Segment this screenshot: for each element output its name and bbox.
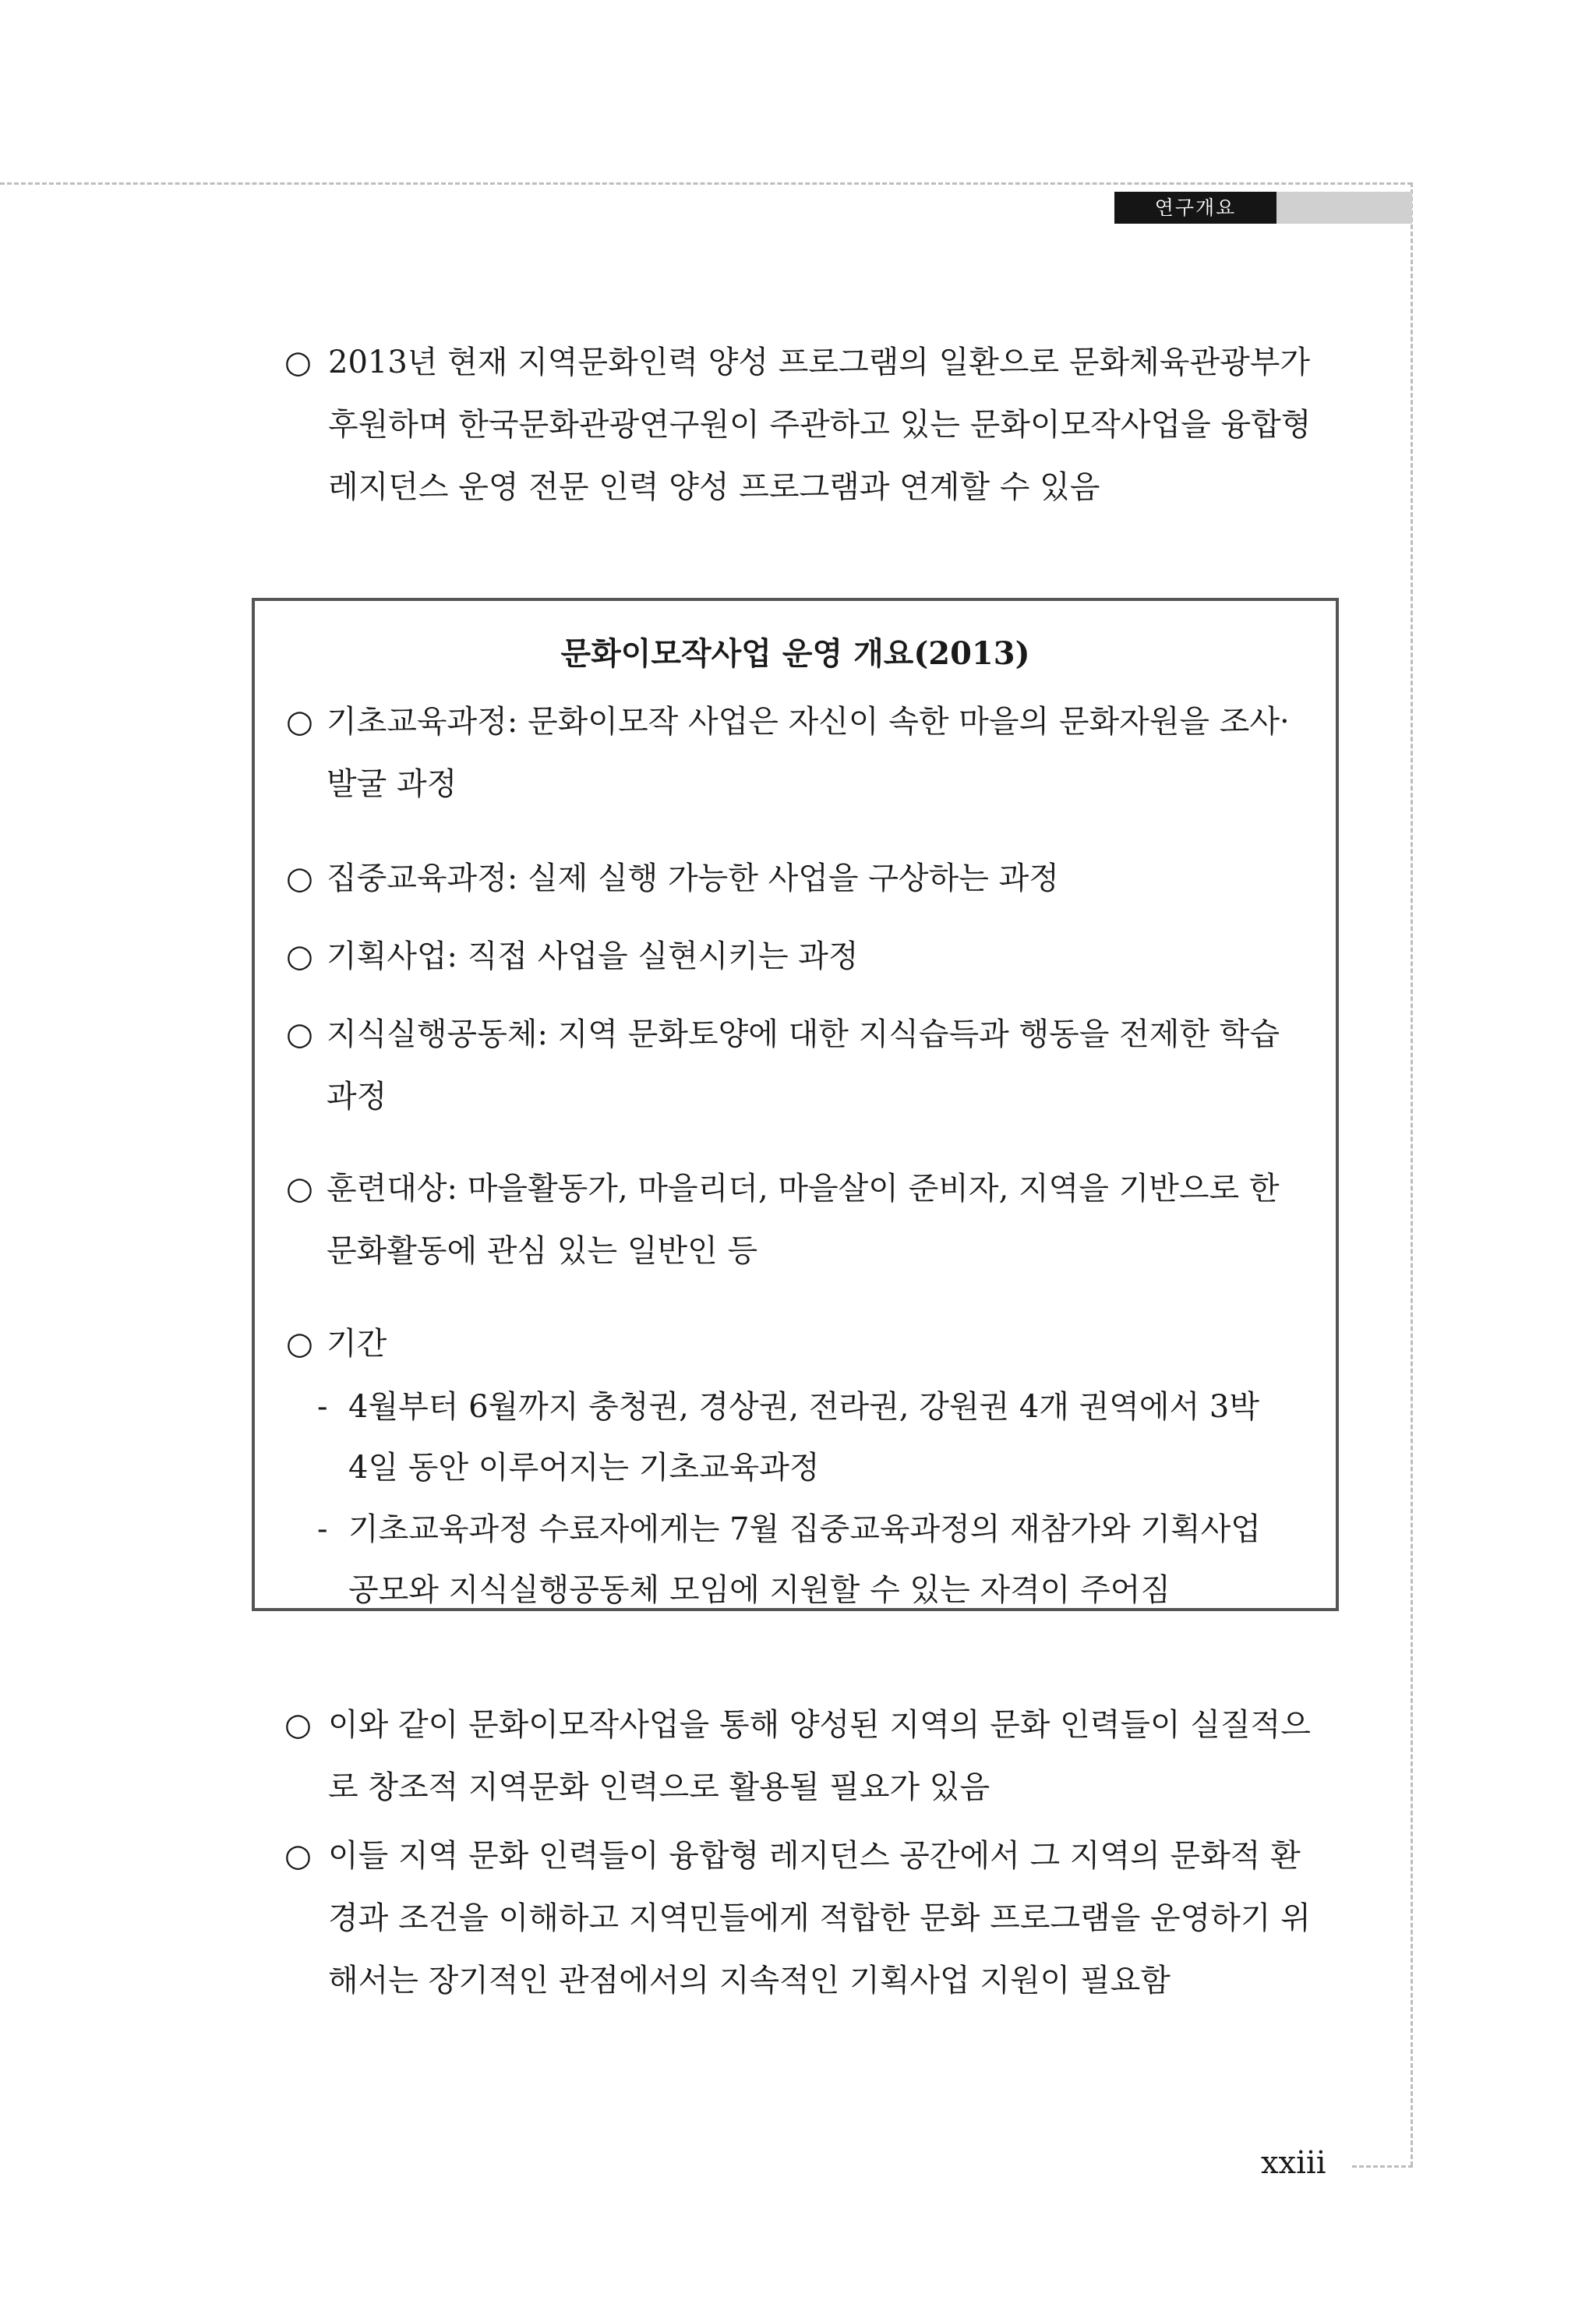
paragraph-line: 레지던스 운영 전문 인력 양성 프로그램과 연계할 수 있음 bbox=[328, 469, 1100, 505]
box-item-line bbox=[286, 1003, 1280, 1066]
box-item-line: 문화활동에 관심 있는 일반인 등 bbox=[327, 1233, 758, 1269]
box-item-knowledge-community bbox=[286, 1003, 1280, 1128]
box-item-intensive-course bbox=[286, 847, 1059, 910]
right-dashed-rule bbox=[1411, 182, 1413, 2166]
dash-bullet-icon: - bbox=[317, 1389, 328, 1425]
box-item-period bbox=[286, 1313, 387, 1375]
box-item-text: 기초교육과정: 문화이모작 사업은 자신이 속한 마을의 문화자원을 조사· bbox=[327, 704, 1290, 740]
sub-item-line bbox=[317, 1377, 1259, 1437]
box-item-text: 지식실행공동체: 지역 문화토양에 대한 지식습득과 행동을 전제한 학습 bbox=[327, 1016, 1280, 1052]
sub-item-line bbox=[317, 1499, 1261, 1560]
paragraph-line: 로 창조적 지역문화 인력으로 활용될 필요가 있음 bbox=[328, 1769, 990, 1805]
section-tab-accent bbox=[1276, 192, 1412, 224]
circle-bullet-icon: ○ bbox=[286, 1171, 313, 1207]
box-item-line: 발굴 과정 bbox=[327, 766, 457, 802]
box-item-basic-course bbox=[286, 691, 1290, 815]
circle-bullet-icon: ○ bbox=[286, 861, 313, 896]
paragraph-line: 경과 조건을 이해하고 지역민들에게 적합한 문화 프로그램을 운영하기 위 bbox=[328, 1900, 1311, 1936]
circle-bullet-icon: ○ bbox=[286, 1326, 313, 1362]
paragraph-utilization bbox=[284, 1694, 1311, 1818]
paragraph-text: 이와 같이 문화이모작사업을 통해 양성된 지역의 문화 인력들이 실질적으 bbox=[328, 1707, 1311, 1743]
paragraph-support-need bbox=[284, 1825, 1311, 2012]
sub-item-text: 4월부터 6월까지 충청권, 경상권, 전라권, 강원권 4개 권역에서 3박 bbox=[348, 1389, 1260, 1425]
period-sub-item-basic bbox=[317, 1377, 1259, 1498]
section-tab-label: 연구개요 bbox=[1114, 192, 1276, 224]
box-item-target bbox=[286, 1157, 1280, 1282]
circle-bullet-icon: ○ bbox=[286, 704, 313, 740]
top-dashed-rule bbox=[0, 182, 1412, 185]
circle-bullet-icon: ○ bbox=[284, 345, 312, 380]
circle-bullet-icon: ○ bbox=[286, 938, 313, 974]
period-sub-item-graduates bbox=[317, 1499, 1261, 1620]
sub-item-line: 공모와 지식실행공동체 모임에 지원할 수 있는 자격이 주어짐 bbox=[348, 1572, 1171, 1608]
box-item-line bbox=[286, 1157, 1280, 1220]
paragraph-line: 해서는 장기적인 관점에서의 지속적인 기획사업 지원이 필요함 bbox=[328, 1963, 1171, 1999]
paragraph-line bbox=[284, 331, 1311, 394]
paragraph-line bbox=[284, 1825, 1311, 1887]
paragraph-program-link bbox=[284, 331, 1311, 518]
paragraph-text: 이들 지역 문화 인력들이 융합형 레지던스 공간에서 그 지역의 문화적 환 bbox=[328, 1838, 1301, 1874]
paragraph-text: 2013년 현재 지역문화인력 양성 프로그램의 일환으로 문화체육관광부가 bbox=[328, 345, 1311, 380]
box-title: 문화이모작사업 운영 개요(2013) bbox=[560, 635, 1030, 672]
box-item-text: 집중교육과정: 실제 실행 가능한 사업을 구상하는 과정 bbox=[327, 861, 1059, 896]
page-number: xxiii bbox=[1261, 2145, 1326, 2181]
box-item-line: 과정 bbox=[327, 1079, 387, 1115]
box-item-line bbox=[286, 691, 1290, 753]
circle-bullet-icon: ○ bbox=[286, 1016, 313, 1052]
box-item-text: 기간 bbox=[327, 1326, 387, 1362]
sub-item-text: 기초교육과정 수료자에게는 7월 집중교육과정의 재참가와 기획사업 bbox=[348, 1511, 1261, 1547]
bottom-dashed-rule bbox=[1352, 2165, 1413, 2168]
box-item-line bbox=[286, 1313, 387, 1375]
box-item-text: 기획사업: 직접 사업을 실현시키는 과정 bbox=[327, 938, 859, 974]
dash-bullet-icon: - bbox=[317, 1511, 328, 1547]
paragraph-line: 후원하며 한국문화관광연구원이 주관하고 있는 문화이모작사업을 융합형 bbox=[328, 407, 1312, 443]
box-item-line bbox=[286, 925, 859, 988]
box-item-text: 훈련대상: 마을활동가, 마을리더, 마을살이 준비자, 지역을 기반으로 한 bbox=[327, 1171, 1280, 1207]
box-item-line bbox=[286, 847, 1059, 910]
overview-box bbox=[252, 598, 1339, 1611]
paragraph-line bbox=[284, 1694, 1311, 1756]
box-item-planning-project bbox=[286, 925, 859, 988]
circle-bullet-icon: ○ bbox=[284, 1707, 312, 1743]
sub-item-line: 4일 동안 이루어지는 기초교육과정 bbox=[348, 1450, 820, 1486]
circle-bullet-icon: ○ bbox=[284, 1838, 312, 1874]
